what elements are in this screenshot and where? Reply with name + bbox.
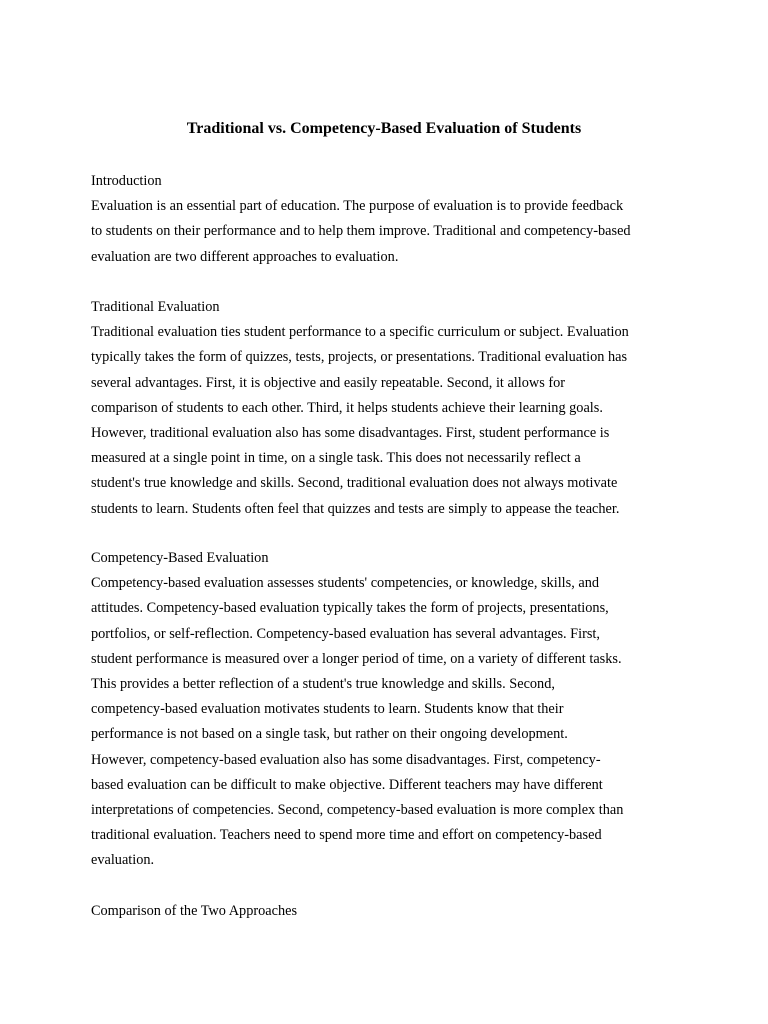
paragraph-line: evaluation.: [91, 852, 155, 869]
paragraph-line: performance is not based on a single task, but rather on their ongoing development.: [91, 726, 568, 743]
paragraph-line: interpretations of competencies. Second, competency-based evaluation is more complex than: [91, 802, 624, 819]
paragraph-line: attitudes. Competency-based evaluation typically takes the form of projects, presentations,: [91, 600, 609, 617]
section-comparison: [91, 899, 691, 924]
paragraph-line: students to learn. Students often feel that quizzes and tests are simply to appease the teacher.: [91, 500, 620, 517]
paragraph-line: competency-based evaluation motivates students to learn. Students know that their: [91, 701, 564, 718]
paragraph-line: Traditional evaluation ties student performance to a specific curriculum or subject. Evaluation: [91, 324, 629, 341]
paragraph-line: traditional evaluation. Teachers need to spend more time and effort on competency-based: [91, 827, 602, 844]
paragraph-line: However, competency-based evaluation also has some disadvantages. First, competency-: [91, 751, 601, 768]
paragraph-line: Evaluation is an essential part of education. The purpose of evaluation is to provide feedback: [91, 198, 624, 215]
section-heading: Comparison of the Two Approaches: [91, 903, 298, 919]
paragraph-line: evaluation are two different approaches to evaluation.: [91, 248, 399, 265]
paragraph-line: based evaluation can be difficult to make objective. Different teachers may have different: [91, 776, 603, 793]
paragraph-line: to students on their performance and to help them improve. Traditional and competency-based: [91, 223, 631, 240]
paragraph-line: portfolios, or self-reflection. Competency-based evaluation has several advantages. First,: [91, 625, 600, 642]
paragraph-line: student's true knowledge and skills. Second, traditional evaluation does not always motivate: [91, 475, 618, 492]
section-competency-based-evaluation: [91, 546, 691, 874]
paragraph-line: comparison of students to each other. Third, it helps students achieve their learning goals.: [91, 399, 603, 416]
paragraph-line: Competency-based evaluation assesses students' competencies, or knowledge, skills, and: [91, 575, 600, 592]
section-traditional-evaluation: [91, 295, 691, 522]
section-heading: Introduction: [91, 173, 162, 189]
section-introduction: [91, 169, 691, 270]
section-heading: Traditional Evaluation: [91, 299, 220, 315]
paragraph-line: student performance is measured over a longer period of time, on a variety of different tasks.: [91, 650, 622, 667]
section-heading: Competency-Based Evaluation: [91, 550, 269, 566]
document-title: Traditional vs. Competency-Based Evaluation of Students: [186, 120, 582, 137]
paragraph-line: typically takes the form of quizzes, tests, projects, or presentations. Traditional evaluation has: [91, 349, 628, 366]
paragraph-line: However, traditional evaluation also has some disadvantages. First, student performance is: [91, 425, 610, 442]
paragraph-line: several advantages. First, it is objective and easily repeatable. Second, it allows for: [91, 374, 566, 391]
paragraph-line: measured at a single point in time, on a single task. This does not necessarily reflect a: [91, 450, 581, 467]
paragraph-line: This provides a better reflection of a student's true knowledge and skills. Second,: [91, 676, 555, 693]
